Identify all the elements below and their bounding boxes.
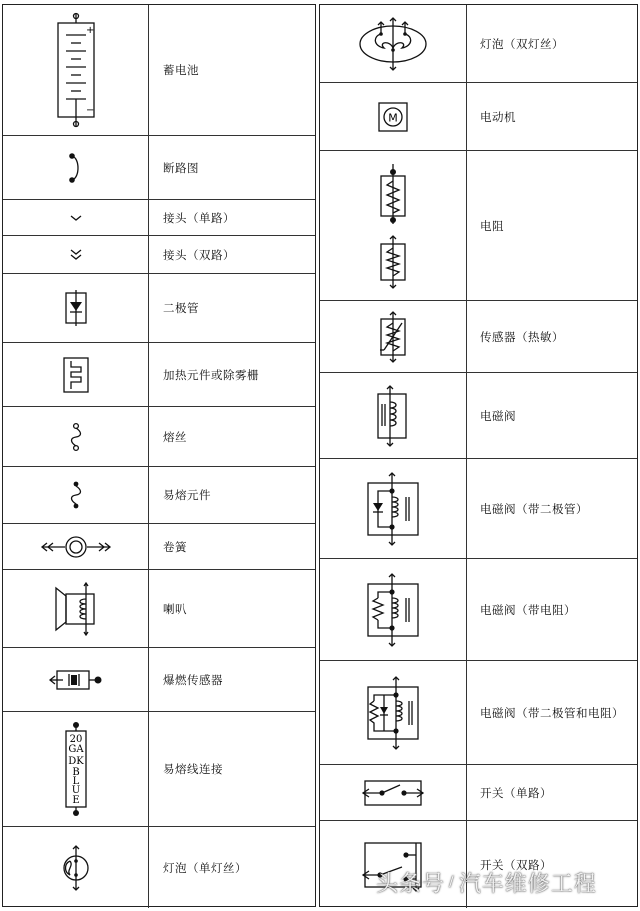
row-label: 喇叭	[163, 601, 187, 616]
table-row	[320, 765, 637, 821]
svg-text:L: L	[72, 776, 79, 787]
table-row	[320, 559, 637, 661]
table-row	[320, 83, 637, 151]
row-label: 二极管	[163, 301, 199, 315]
diode-icon	[3, 274, 149, 342]
table-row	[3, 712, 315, 827]
table-row	[3, 343, 315, 407]
solenoid-diode-icon	[320, 459, 467, 558]
row-label: 爆燃传感器	[163, 672, 223, 687]
row-label: 易熔元件	[163, 488, 211, 502]
table-row	[320, 661, 637, 765]
right-symbol-table	[319, 4, 638, 907]
row-label: 灯泡（双灯丝）	[480, 36, 564, 51]
row-label: 卷簧	[163, 539, 187, 554]
switch-single-icon	[320, 765, 467, 820]
thermistor-icon	[320, 301, 467, 372]
row-label: 易熔线连接	[163, 762, 223, 776]
table-row	[320, 151, 637, 301]
battery-icon	[3, 5, 149, 135]
svg-text:GA: GA	[67, 744, 84, 755]
svg-text:−: −	[85, 105, 94, 116]
svg-text:DK: DK	[67, 756, 84, 767]
row-label: 电磁阀（带二极管和电阻）	[480, 705, 624, 720]
row-label: 熔丝	[163, 429, 187, 444]
row-label: 电磁阀（带电阻）	[480, 602, 576, 617]
row-label: 电动机	[480, 109, 516, 124]
horn-icon	[3, 570, 149, 647]
clock-spring-icon	[3, 524, 149, 569]
row-label: 断路图	[163, 160, 199, 175]
single-joint-icon	[3, 200, 149, 235]
row-label: 加热元件或除雾栅	[163, 367, 259, 382]
table-row	[3, 5, 315, 136]
svg-text:U: U	[71, 785, 80, 796]
svg-text:E: E	[71, 795, 80, 806]
row-label: 接头（单路）	[163, 210, 235, 225]
watermark-name: 汽车维修工程	[458, 871, 597, 897]
table-row	[320, 373, 637, 459]
open-circuit-icon	[3, 136, 149, 199]
knock-sensor-icon	[3, 648, 149, 711]
bulb-double-icon	[320, 5, 467, 82]
solenoid-icon	[320, 373, 467, 458]
watermark-prefix: 头条号	[376, 871, 446, 897]
table-row	[3, 136, 315, 200]
table-row	[3, 407, 315, 467]
table-row	[3, 467, 315, 524]
fusible-link-icon	[3, 712, 149, 826]
table-row	[320, 301, 637, 373]
row-label: 灯泡（单灯丝）	[163, 860, 247, 875]
table-row	[3, 570, 315, 648]
row-label: 开关（双路）	[480, 857, 552, 872]
resistor-icon	[320, 151, 467, 300]
solenoid-diode-resistor-icon	[320, 661, 467, 764]
table-row	[3, 827, 315, 908]
svg-text:M: M	[388, 111, 398, 124]
watermark	[376, 862, 636, 902]
table-row	[3, 648, 315, 712]
row-label: 电阻	[480, 218, 504, 233]
heater-icon	[3, 343, 149, 406]
table-row	[3, 524, 315, 570]
fusible-element-icon	[3, 467, 149, 523]
row-label: 接头（双路）	[163, 247, 235, 262]
watermark-separator: /	[449, 874, 455, 890]
row-label: 蓄电池	[163, 63, 199, 77]
svg-text:+: +	[85, 25, 94, 36]
left-symbol-table	[2, 4, 316, 907]
bulb-single-icon	[3, 827, 149, 908]
table-row	[3, 236, 315, 274]
svg-text:B: B	[71, 767, 80, 778]
motor-icon	[320, 83, 467, 150]
row-label: 电磁阀	[480, 408, 516, 423]
svg-text:20: 20	[69, 734, 82, 745]
table-row	[3, 274, 315, 343]
table-row	[320, 5, 637, 83]
row-label: 电磁阀（带二极管）	[480, 501, 588, 516]
solenoid-resistor-icon	[320, 559, 467, 660]
double-joint-icon	[3, 236, 149, 273]
table-row	[320, 459, 637, 559]
row-label: 传感器（热敏）	[480, 329, 564, 344]
table-row	[3, 200, 315, 236]
fuse-icon	[3, 407, 149, 466]
row-label: 开关（单路）	[480, 785, 552, 800]
